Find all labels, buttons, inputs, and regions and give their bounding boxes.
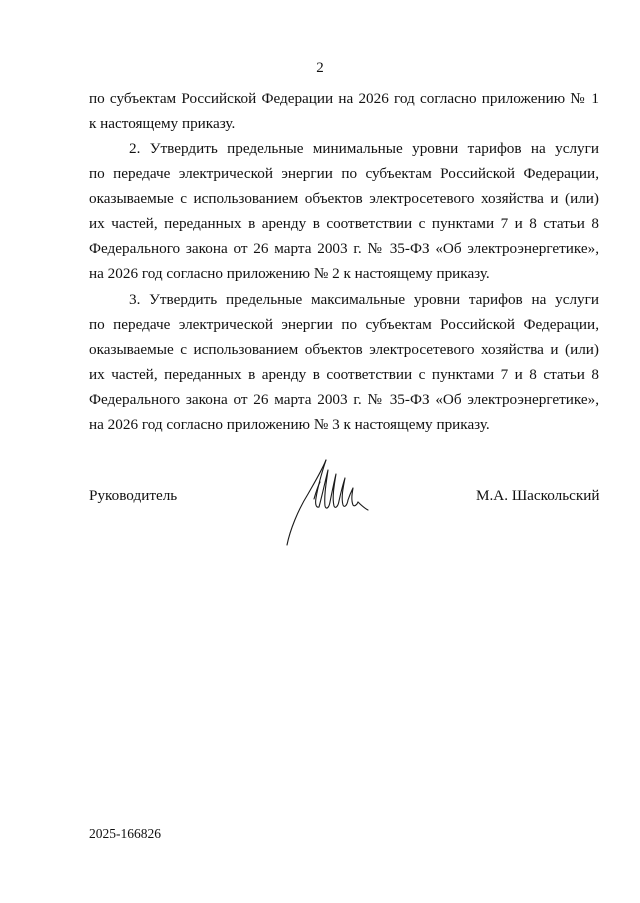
paragraph-1-line-1: по субъектам Российской Федерации на 2026 год согласно приложению № 1 bbox=[89, 90, 599, 107]
paragraph-2-line-2: по передаче электрической энергии по субъектам Российской Федерации, bbox=[89, 165, 599, 182]
paragraph-2-line-4: их частей, переданных в аренду в соответствии с пунктами 7 и 8 статьи 8 bbox=[89, 215, 599, 232]
document-id: 2025-166826 bbox=[89, 826, 161, 841]
paragraph-2-line-1: 2. Утвердить предельные минимальные уровни тарифов на услуги bbox=[129, 140, 599, 157]
paragraph-3-line-4: их частей, переданных в аренду в соответствии с пунктами 7 и 8 статьи 8 bbox=[89, 366, 599, 383]
paragraph-3-line-3: оказываемые с использованием объектов электросетевого хозяйства и (или) bbox=[89, 341, 599, 358]
paragraph-3-line-2: по передаче электрической энергии по субъектам Российской Федерации, bbox=[89, 316, 599, 333]
paragraph-3-line-5: Федерального закона от 26 марта 2003 г. № 35-ФЗ «Об электроэнергетике», bbox=[89, 391, 599, 408]
paragraph-2-line-6: на 2026 год согласно приложению № 2 к настоящему приказу. bbox=[89, 265, 490, 282]
paragraph-3-line-6: на 2026 год согласно приложению № 3 к настоящему приказу. bbox=[89, 416, 490, 433]
signatory-role: Руководитель bbox=[89, 487, 178, 504]
paragraph-3-line-1: 3. Утвердить предельные максимальные уровни тарифов на услуги bbox=[129, 291, 599, 308]
handwritten-signature bbox=[278, 452, 378, 552]
paragraph-2-line-5: Федерального закона от 26 марта 2003 г. № 35-ФЗ «Об электроэнергетике», bbox=[89, 240, 599, 257]
paragraph-1-line-2: к настоящему приказу. bbox=[89, 115, 236, 132]
signatory-name: М.А. Шаскольский bbox=[476, 487, 600, 504]
page-number: 2 bbox=[316, 60, 324, 76]
paragraph-2-line-3: оказываемые с использованием объектов электросетевого хозяйства и (или) bbox=[89, 190, 599, 207]
